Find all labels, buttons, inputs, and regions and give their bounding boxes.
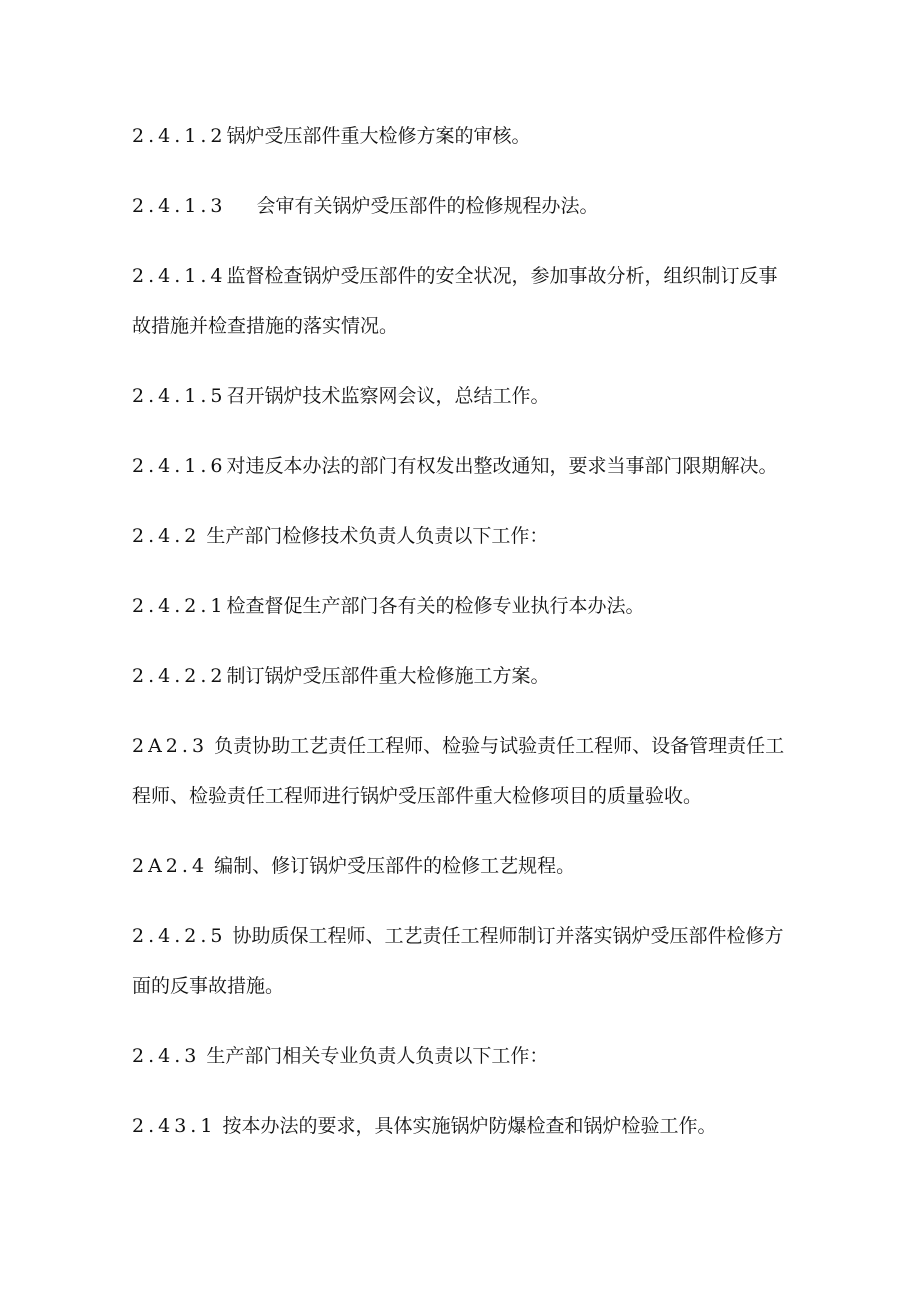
clause-text: 负责协助工艺责任工程师、检验与试验责任工程师、设备管理责任工 (214, 735, 785, 757)
clause-text: 监督检查锅炉受压部件的安全状况，参加事故分析，组织制订反事 (226, 265, 778, 287)
clause-text: 故措施并检查措施的落实情况。 (132, 315, 399, 337)
clause-text: 锅炉受压部件重大检修方案的审核。 (226, 125, 531, 147)
paragraph-2-43-1 (132, 1114, 717, 1138)
paragraph-2-4-3 (132, 1044, 548, 1068)
paragraph-2-4-1-6 (132, 454, 778, 478)
paragraph-2a2-3 (132, 734, 784, 758)
clause-text: 程师、检验责任工程师进行锅炉受压部件重大检修项目的质量验收。 (132, 785, 703, 807)
paragraph-2a2-4 (132, 854, 575, 878)
clause-text: 生产部门相关专业负责人负责以下工作： (206, 1045, 549, 1067)
clause-number: 2.4.1.4 (132, 265, 227, 287)
clause-text: 召开锅炉技术监察网会议，总结工作。 (226, 385, 550, 407)
paragraph-2-4-1-3 (132, 194, 599, 218)
clause-text: 检查督促生产部门各有关的检修专业执行本办法。 (226, 595, 645, 617)
paragraph-2-4-2-5-continued (132, 974, 284, 998)
clause-text: 制订锅炉受压部件重大检修施工方案。 (226, 665, 550, 687)
clause-text: 编制、修订锅炉受压部件的检修工艺规程。 (214, 855, 576, 877)
paragraph-2-4-2 (132, 524, 548, 548)
clause-number: 2A2.3 (132, 735, 209, 757)
clause-number: 2.4.1.5 (132, 385, 227, 407)
clause-number: 2.4.1.3 (132, 195, 227, 217)
clause-text: 对违反本办法的部门有权发出整改通知，要求当事部门限期解决。 (226, 455, 778, 477)
clause-number: 2.43.1 (132, 1115, 217, 1137)
clause-number: 2.4.3 (132, 1045, 201, 1067)
clause-text: 按本办法的要求，具体实施锅炉防爆检查和锅炉检验工作。 (222, 1115, 717, 1137)
clause-text: 协助质保工程师、工艺责任工程师制订并落实锅炉受压部件检修方 (232, 925, 784, 947)
clause-number: 2.4.1.2 (132, 125, 227, 147)
clause-number: 2.4.2.5 (132, 925, 227, 947)
clause-text: 会审有关锅炉受压部件的检修规程办法。 (256, 195, 599, 217)
paragraph-2-4-1-4-continued (132, 314, 398, 338)
clause-number: 2.4.2 (132, 525, 201, 547)
clause-number: 2.4.1.6 (132, 455, 227, 477)
paragraph-2-4-2-2 (132, 664, 550, 688)
clause-number: 2.4.2.2 (132, 665, 227, 687)
clause-number: 2A2.4 (132, 855, 209, 877)
paragraph-2-4-1-4 (132, 264, 778, 288)
clause-text: 生产部门检修技术负责人负责以下工作： (206, 525, 549, 547)
paragraph-2-4-2-5 (132, 924, 784, 948)
paragraph-2-4-2-1 (132, 594, 645, 618)
paragraph-2-4-1-5 (132, 384, 550, 408)
paragraph-2-4-1-2 (132, 124, 531, 148)
clause-number: 2.4.2.1 (132, 595, 227, 617)
paragraph-2a2-3-continued (132, 784, 702, 808)
clause-text: 面的反事故措施。 (132, 975, 285, 997)
